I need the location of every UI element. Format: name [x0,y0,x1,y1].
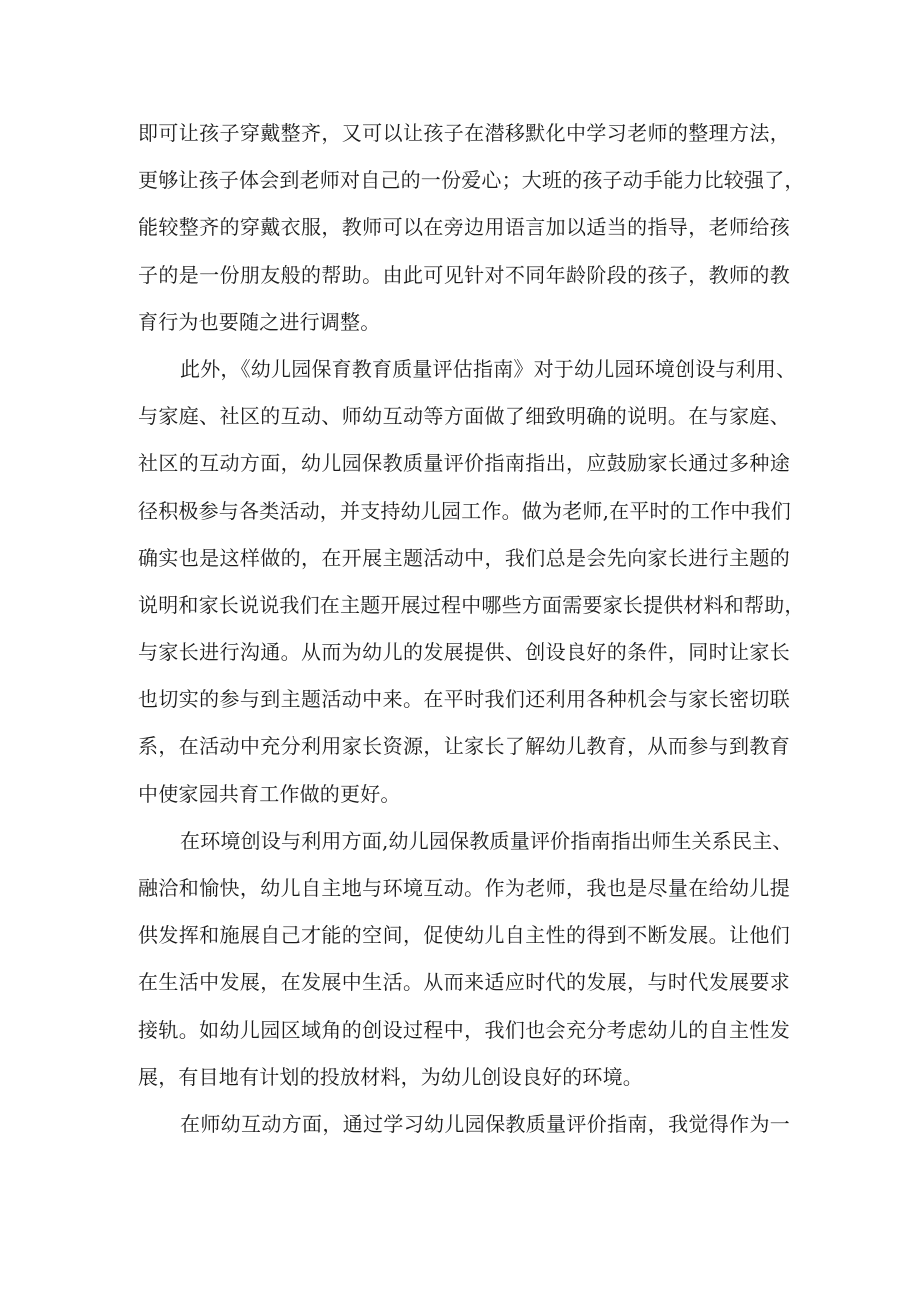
text-line: 在生活中发展，在发展中生活。从而来适应时代的发展，与时代发展要求 [138,970,790,995]
text-line: 与家庭、社区的互动、师幼互动等方面做了细致明确的说明。在与家庭、 [138,404,790,429]
text-line: 在环境创设与利用方面,幼儿园保教质量评价指南指出师生关系民主、 [180,828,793,853]
text-line: 更够让孩子体会到老师对自己的一份爱心；大班的孩子动手能力比较强了， [138,168,805,193]
text-line: 子的是一份朋友般的帮助。由此可见针对不同年龄阶段的孩子，教师的教 [138,262,790,287]
body-text [138,110,805,1148]
text-line: 展，有目地有计划的投放材料，为幼儿创设良好的环境。 [138,1064,643,1089]
text-line: 系，在活动中充分利用家长资源，让家长了解幼儿教育，从而参与到教育 [138,734,790,759]
text-line: 接轨。如幼儿园区域角的创设过程中，我们也会充分考虑幼儿的自主性发 [138,1017,790,1042]
text-line: 此外，《幼儿园保育教育质量评估指南》对于幼儿园环境创设与利用、 [180,356,797,381]
text-line: 说明和家长说说我们在主题开展过程中哪些方面需要家长提供材料和帮助， [138,592,805,617]
text-line: 育行为也要随之进行调整。 [138,309,381,334]
text-line: 融洽和愉快，幼儿自主地与环境互动。作为老师，我也是尽量在给幼儿提 [138,876,790,900]
paragraph-environment [138,818,793,1101]
text-line: 供发挥和施展自己才能的空间，促使幼儿自主性的得到不断发展。让他们 [138,923,790,948]
paragraph-teacher-child [138,1101,790,1148]
text-line: 径积极参与各类活动，并支持幼儿园工作。做为老师,在平时的工作中我们 [138,498,791,523]
text-line: 与家长进行沟通。从而为幼儿的发展提供、创设良好的条件，同时让家长 [138,640,790,665]
text-line: 在师幼互动方面，通过学习幼儿园保教质量评价指南，我觉得作为一 [180,1111,790,1136]
text-line: 能较整齐的穿戴衣服，教师可以在旁边用语言加以适当的指导，老师给孩 [138,215,790,240]
paragraph-continuation [138,110,805,346]
text-line: 即可让孩子穿戴整齐，又可以让孩子在潜移默化中学习老师的整理方法， [138,121,790,145]
paragraph-home-community [138,346,805,818]
text-line: 确实也是这样做的，在开展主题活动中，我们总是会先向家长进行主题的 [138,545,790,570]
text-line: 中使家园共育工作做的更好。 [138,781,401,806]
text-line: 也切实的参与到主题活动中来。在平时我们还利用各种机会与家长密切联 [138,687,790,712]
text-line: 社区的互动方面，幼儿园保教质量评价指南指出，应鼓励家长通过多种途 [138,451,790,476]
